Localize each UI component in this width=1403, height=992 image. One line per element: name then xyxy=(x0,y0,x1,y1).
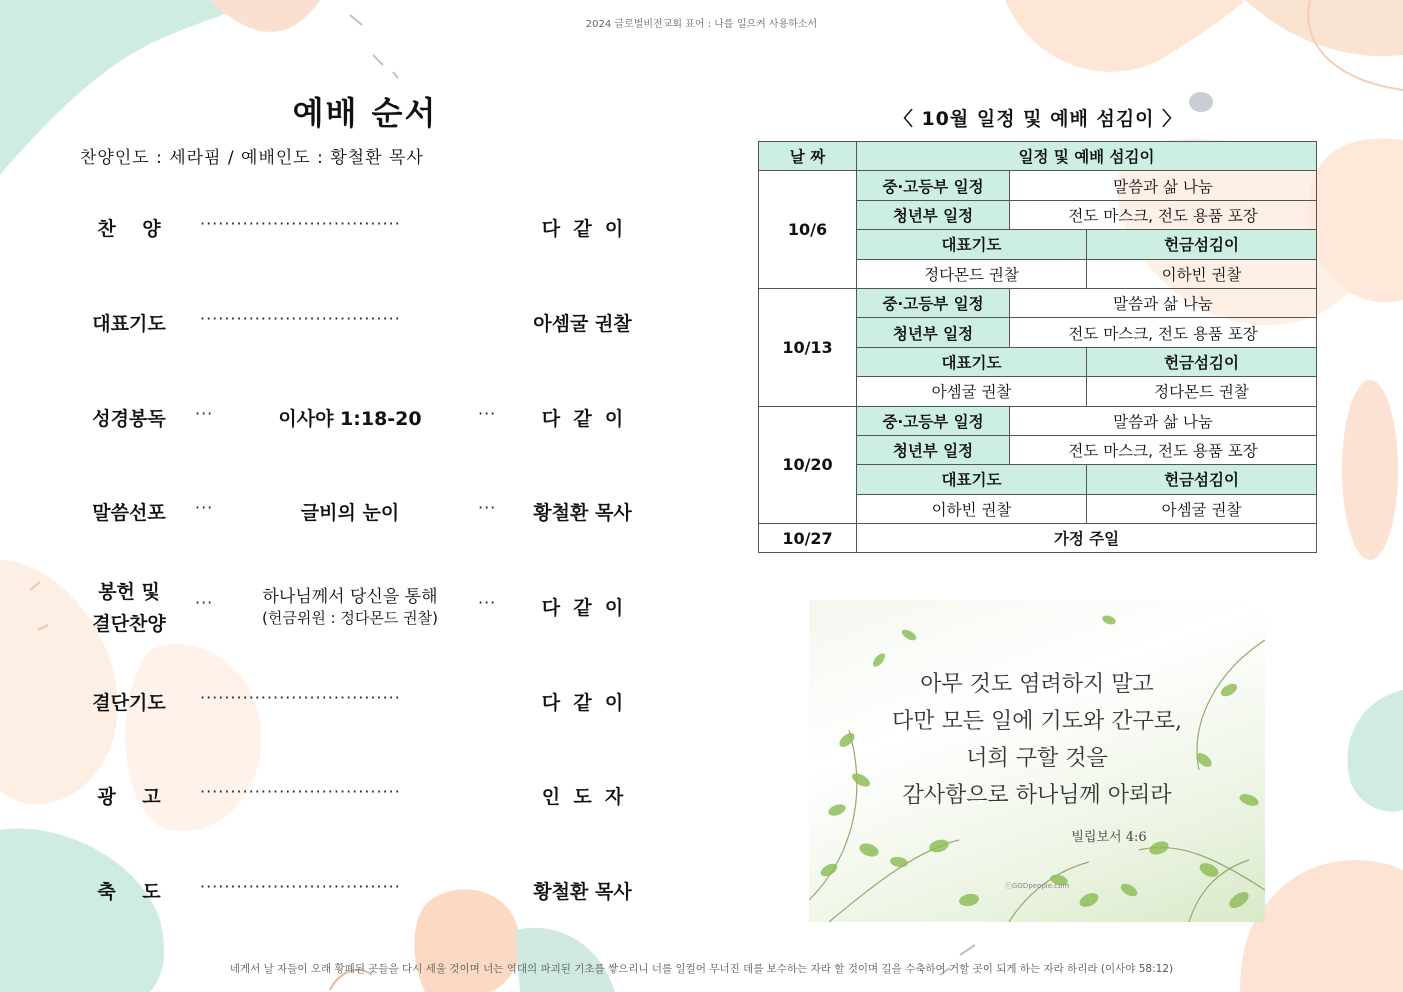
young-adult-schedule: 전도 마스크, 전도 용품 포장 xyxy=(1010,318,1317,347)
footer-verse: 네게서 날 자들이 오래 황폐된 곳들을 다시 세울 것이며 너는 역대의 파괴된 기초를 쌓으리니 너를 일컬어 무너진 데를 보수하는 자라 할 것이며 길을 수축하여 거할 곳이 되게 하는 자라 하리라 (이사야 58:12) xyxy=(229,963,1174,975)
worship-order-title: 예배 순서 xyxy=(292,94,438,132)
order-item-person: 아셈굴 권찰 xyxy=(533,313,632,335)
order-item-name-line2: 결단찬양 xyxy=(92,613,166,635)
order-item-person: 인 도 자 xyxy=(541,786,624,808)
week-date: 10/13 xyxy=(759,288,857,406)
youth-schedule: 말씀과 삶 나눔 xyxy=(1010,288,1317,317)
order-item-scripture xyxy=(80,402,650,462)
order-item-name: 찬 양 xyxy=(97,218,161,240)
dot-leader: ··· xyxy=(478,404,497,423)
dot-leader: ··· xyxy=(478,593,497,612)
prayer-person: 이하빈 권찰 xyxy=(857,494,1087,523)
week-date: 10/6 xyxy=(759,171,857,289)
dot-leader: ································· xyxy=(200,309,401,328)
youth-label: 중·고등부 일정 xyxy=(857,171,1010,200)
dot-leader: ··· xyxy=(195,498,214,517)
order-item-benediction xyxy=(80,875,650,935)
image-credit: ⓒGODpeople.com xyxy=(1005,882,1070,890)
verse-line: 아무 것도 염려하지 말고 xyxy=(920,672,1154,697)
week-date: 10/20 xyxy=(759,406,857,524)
prayer-person: 아셈굴 권찰 xyxy=(857,377,1087,406)
order-item-person: 다 같 이 xyxy=(541,218,624,240)
dot-leader: ································· xyxy=(200,688,401,707)
youth-label: 중·고등부 일정 xyxy=(857,288,1010,317)
verse-line: 감사함으로 하나님께 아뢰라 xyxy=(902,783,1172,808)
order-item-praise xyxy=(80,212,650,272)
order-item-name: 말씀선포 xyxy=(92,502,166,524)
offering-person: 정다몬드 권찰 xyxy=(1087,377,1317,406)
offering-label: 헌금섬김이 xyxy=(1087,465,1317,494)
order-item-name: 대표기도 xyxy=(92,313,166,335)
order-item-name: 성경봉독 xyxy=(92,408,166,430)
dot-leader: ··· xyxy=(195,593,214,612)
young-adult-schedule: 전도 마스크, 전도 용품 포장 xyxy=(1010,200,1317,229)
youth-schedule: 말씀과 삶 나눔 xyxy=(1010,406,1317,435)
order-item-person: 다 같 이 xyxy=(541,408,624,430)
offering-label: 헌금섬김이 xyxy=(1087,230,1317,259)
offering-committee: (헌금위원 : 정다몬드 권찰) xyxy=(262,609,438,627)
verse-line: 다만 모든 일에 기도와 간구로, xyxy=(892,709,1182,734)
verse-card-image xyxy=(809,600,1265,922)
young-adult-label: 청년부 일정 xyxy=(857,435,1010,464)
order-item-person: 다 같 이 xyxy=(541,692,624,714)
order-item-person: 황철환 목사 xyxy=(533,881,632,903)
dot-leader: ································· xyxy=(200,214,401,233)
dot-leader: ································· xyxy=(200,877,401,896)
family-sunday-note: 가정 주일 xyxy=(857,524,1317,553)
table-row xyxy=(759,406,1317,435)
order-item-name: 광 고 xyxy=(97,786,161,808)
offering-song: 하나님께서 당신을 통해 xyxy=(262,587,438,607)
schedule-title: 〈 10월 일정 및 예배 섬김이 〉 xyxy=(893,108,1183,130)
dot-leader: ··· xyxy=(478,498,497,517)
schedule-table xyxy=(758,141,1317,553)
offering-person: 이하빈 권찰 xyxy=(1087,259,1317,288)
dot-leader: ··· xyxy=(195,404,214,423)
column-header-content: 일정 및 예배 섬김이 xyxy=(857,142,1317,171)
table-row xyxy=(759,524,1317,553)
order-item-name: 축 도 xyxy=(97,881,161,903)
young-adult-label: 청년부 일정 xyxy=(857,318,1010,347)
table-header-row xyxy=(759,142,1317,171)
prayer-label: 대표기도 xyxy=(857,230,1087,259)
week-date: 10/27 xyxy=(759,524,857,553)
order-item-announcements xyxy=(80,780,650,840)
offering-person: 아셈굴 권찰 xyxy=(1087,494,1317,523)
scripture-passage: 이사야 1:18-20 xyxy=(278,408,422,430)
order-item-person: 황철환 목사 xyxy=(533,502,632,524)
offering-label: 헌금섬김이 xyxy=(1087,347,1317,376)
order-item-name: 결단기도 xyxy=(92,692,166,714)
sermon-title: 글비의 눈이 xyxy=(300,502,400,524)
dot-leader: ································· xyxy=(200,782,401,801)
young-adult-label: 청년부 일정 xyxy=(857,200,1010,229)
order-item-offering xyxy=(80,575,650,645)
youth-schedule: 말씀과 삶 나눔 xyxy=(1010,171,1317,200)
table-row xyxy=(759,171,1317,200)
verse-text xyxy=(809,666,1265,814)
order-item-prayer xyxy=(80,307,650,367)
order-item-sermon xyxy=(80,496,650,556)
order-item-person: 다 같 이 xyxy=(541,597,624,619)
prayer-label: 대표기도 xyxy=(857,347,1087,376)
table-row xyxy=(759,288,1317,317)
order-item-name-line1: 봉헌 및 xyxy=(98,581,160,603)
young-adult-schedule: 전도 마스크, 전도 용품 포장 xyxy=(1010,435,1317,464)
prayer-person: 정다몬드 권찰 xyxy=(857,259,1087,288)
church-motto: 2024 글로벌비전교회 표어 : 나를 일으켜 사용하소서 xyxy=(585,19,818,30)
worship-leaders: 찬양인도 : 세라핌 / 예배인도 : 황철환 목사 xyxy=(80,148,424,168)
order-item-closing-prayer xyxy=(80,686,650,746)
verse-line: 너희 구할 것을 xyxy=(966,746,1108,771)
prayer-label: 대표기도 xyxy=(857,465,1087,494)
youth-label: 중·고등부 일정 xyxy=(857,406,1010,435)
column-header-date: 날 짜 xyxy=(759,142,857,171)
verse-reference: 빌립보서 4:6 xyxy=(1071,830,1147,845)
